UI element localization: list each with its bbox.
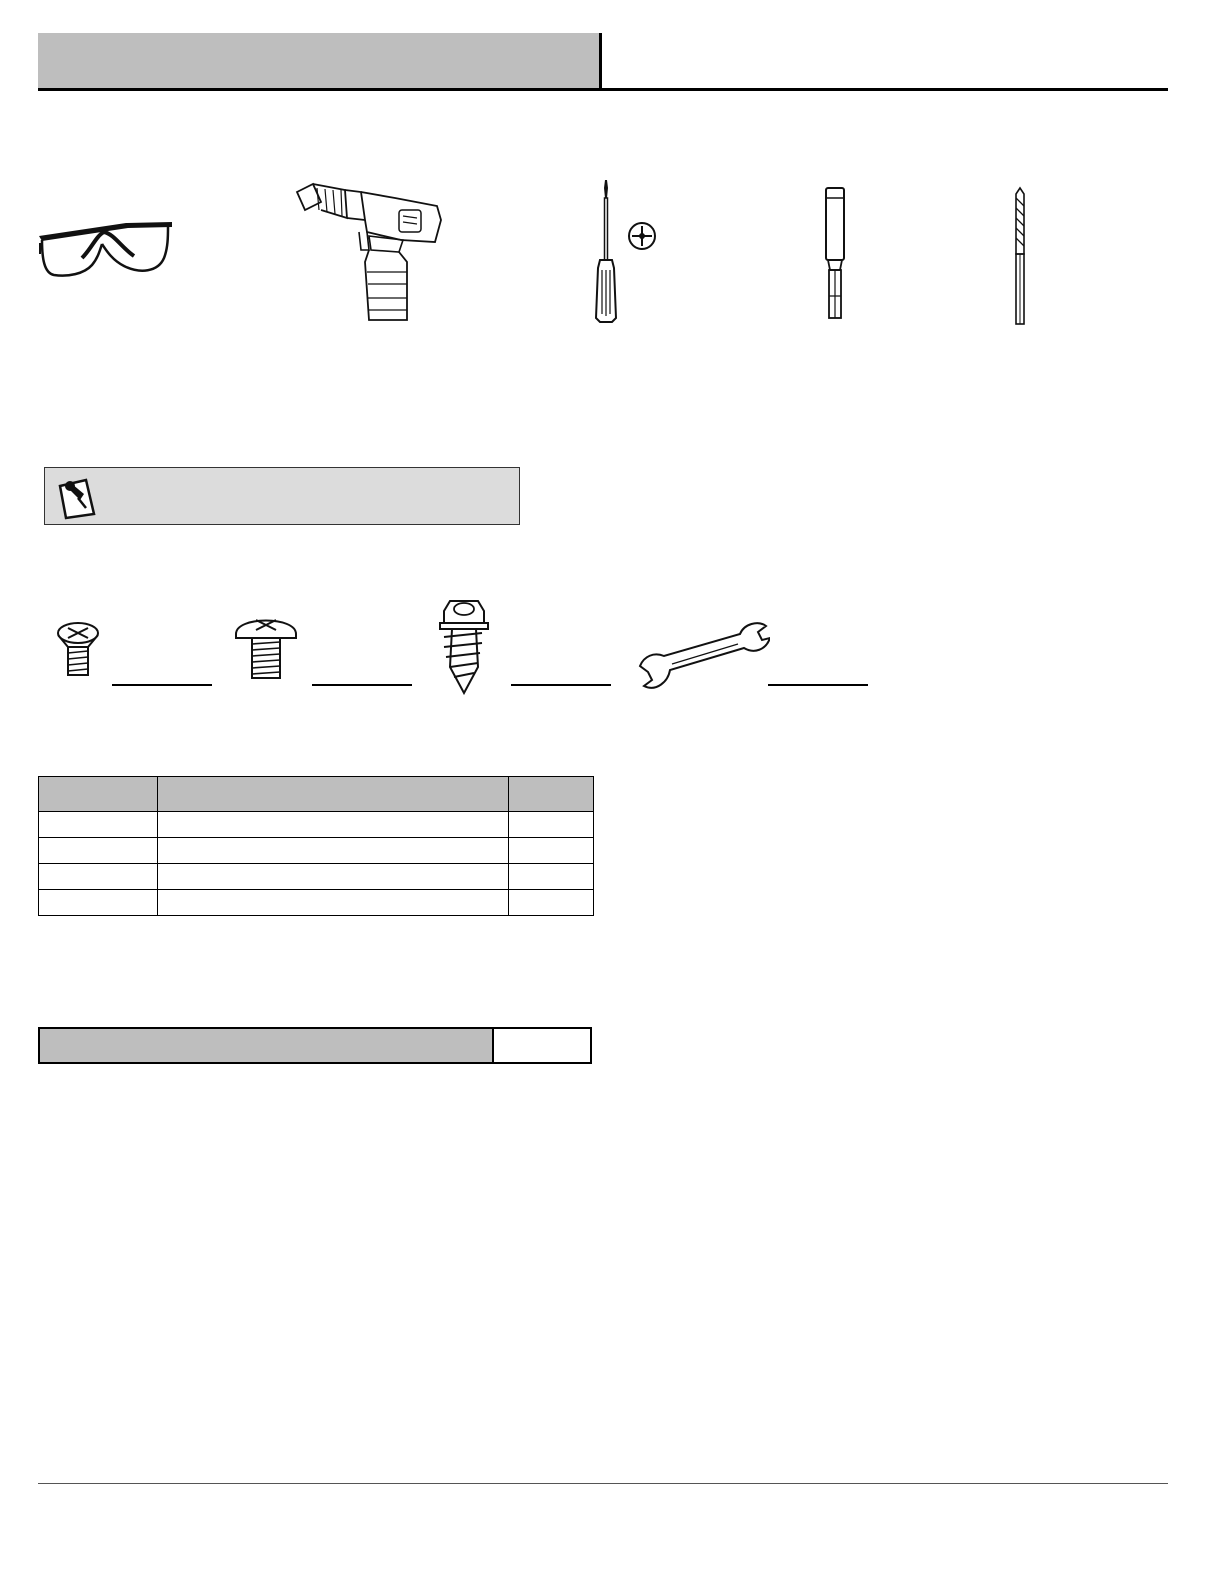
table-cell <box>158 812 509 838</box>
package-contents-label-cell <box>40 1029 494 1062</box>
table-cell <box>509 812 594 838</box>
table-cell <box>158 890 509 916</box>
table-cell <box>509 890 594 916</box>
footer-rule <box>38 1483 1168 1484</box>
note-box <box>44 467 520 525</box>
table-header-cell <box>509 777 594 812</box>
safety-glasses-icon <box>36 218 176 280</box>
quantity-line-3 <box>511 684 611 686</box>
table-header-cell <box>158 777 509 812</box>
table-cell <box>39 812 158 838</box>
socket-bit-icon <box>822 186 848 324</box>
table-cell <box>158 864 509 890</box>
table-cell <box>39 890 158 916</box>
table-cell <box>39 838 158 864</box>
package-contents-value-cell <box>494 1029 590 1062</box>
pan-head-screw-icon <box>232 606 300 682</box>
note-pin-icon <box>56 474 100 520</box>
table-header-row <box>39 777 594 812</box>
hardware-table <box>38 776 594 916</box>
table-row <box>39 812 594 838</box>
phillips-screwdriver-icon <box>590 178 666 324</box>
drill-bit-icon <box>1011 186 1029 328</box>
table-row <box>39 838 594 864</box>
open-end-wrench-icon <box>636 620 770 692</box>
hex-self-tapping-screw-icon <box>436 597 492 695</box>
table-header-cell <box>39 777 158 812</box>
header-rule <box>38 88 1168 91</box>
quantity-line-2 <box>312 684 412 686</box>
flat-head-screw-icon <box>54 619 104 679</box>
table-row <box>39 890 594 916</box>
table-cell <box>509 864 594 890</box>
quantity-line-4 <box>768 684 868 686</box>
table-cell <box>509 838 594 864</box>
table-cell <box>39 864 158 890</box>
table-cell <box>158 838 509 864</box>
header-divider <box>599 33 602 90</box>
table-row <box>39 864 594 890</box>
package-contents-bar <box>38 1027 592 1064</box>
quantity-line-1 <box>112 684 212 686</box>
header-title-bar <box>38 33 600 88</box>
power-drill-icon <box>295 180 445 322</box>
